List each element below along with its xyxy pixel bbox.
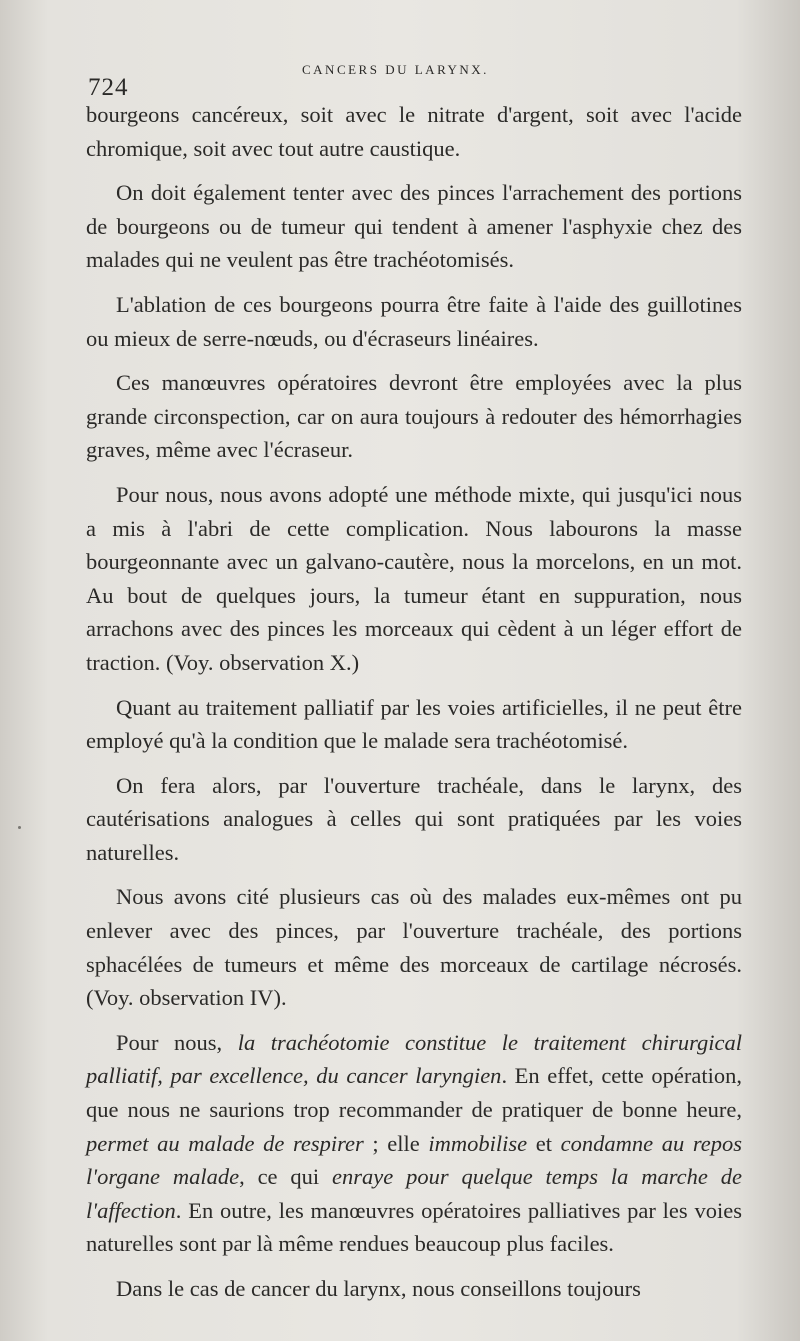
paragraph: Nous avons cité plusieurs cas où des malades eux-mêmes ont pu enlever avec des pinces, par l'ouverture trachéale, des portions sphacélées de tumeurs et même des morceaux de cartilage nécrosés. (Voy. observation IV).	[86, 884, 742, 1011]
paragraph: On doit également tenter avec des pinces l'arrachement des portions de bourgeons ou de tumeur qui tendent à amener l'asphyxie chez des malades qui ne veulent pas être trachéotomisés.	[86, 180, 742, 273]
paragraph: On fera alors, par l'ouverture trachéale, dans le larynx, des cautérisations analogues à celles qui sont pratiquées par les voies naturelles.	[86, 772, 742, 865]
text-run: Pour nous,	[116, 1029, 238, 1055]
text-run: , ce qui	[239, 1164, 333, 1190]
paragraph-with-emphasis	[86, 1026, 742, 1261]
text-run: et	[527, 1130, 561, 1156]
margin-speck	[18, 826, 21, 829]
paragraph: Pour nous, nous avons adopté une méthode mixte, qui jusqu'ici nous a mis à l'abri de cette complication. Nous labourons la masse bourgeonnante avec un galvano-cautère, nous la morcelons, en un mot. Au bout de quelques jours, la tumeur étant en suppuration, nous arrachons avec des pinces les morceaux qui cèdent à un léger effort de traction. (Voy. observation X.)	[86, 481, 742, 675]
text-run: . En effet, cette opération, que nous ne saurions trop recommander de pratiquer de bonne heure,	[86, 1063, 742, 1123]
emphasis: immobilise	[428, 1130, 528, 1156]
paragraph-continued: bourgeons cancéreux, soit avec le nitrate d'argent, soit avec l'acide chromique, soit avec tout autre caustique.	[86, 102, 742, 161]
text-run: ; elle	[363, 1130, 429, 1156]
paragraph: L'ablation de ces bourgeons pourra être faite à l'aide des guillotines ou mieux de serre-nœuds, ou d'écraseurs linéaires.	[86, 291, 742, 351]
emphasis: condamne au repos l'organe malade	[86, 1130, 742, 1190]
emphasis: la trachéotomie constitue le traitement chirurgical palliatif, par excellence, du cancer laryngien	[86, 1029, 742, 1089]
page-number: 724	[88, 74, 129, 101]
paragraph: Dans le cas de cancer du larynx, nous conseillons toujours	[116, 1276, 641, 1301]
page-header	[88, 58, 748, 101]
text-run: . En outre, les manœuvres opératoires palliatives par les voies naturelles sont par là même rendues beaucoup plus faciles.	[86, 1197, 742, 1257]
emphasis: permet au malade de respirer	[86, 1130, 364, 1156]
emphasis: enraye pour quelque temps la marche de l'affection	[86, 1164, 742, 1223]
paragraph: Quant au traitement palliatif par les voies artificielles, il ne peut être employé qu'à la condition que le malade sera trachéotomisé.	[86, 694, 742, 754]
page-body	[86, 98, 742, 1306]
running-title: CANCERS DU LARYNX.	[302, 62, 489, 77]
paragraph: Ces manœuvres opératoires devront être employées avec la plus grande circonspection, car on aura toujours à redouter des hémorrhagies graves, même avec l'écraseur.	[86, 370, 742, 463]
